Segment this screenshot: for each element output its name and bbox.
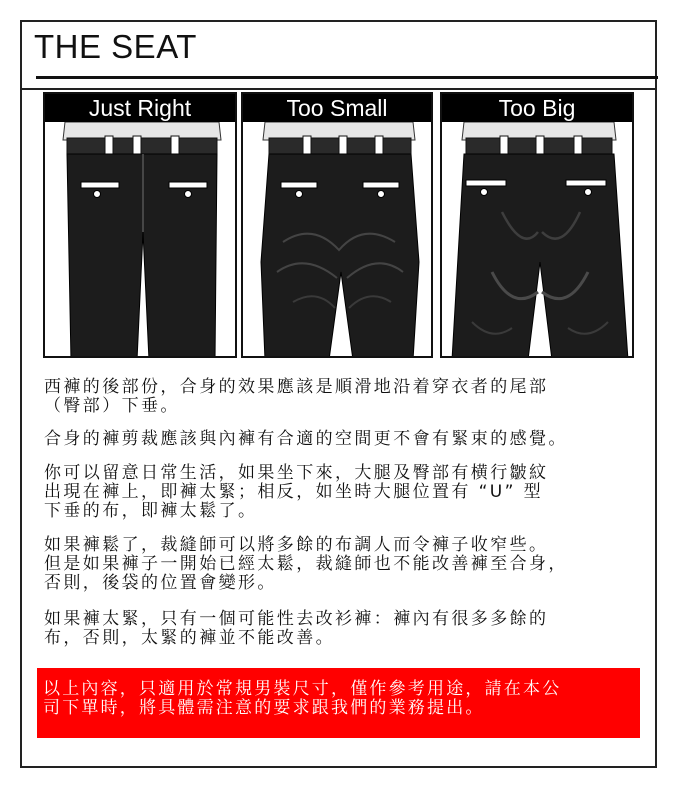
paragraph-sitting: 你可以留意日常生活，如果坐下來，大腿及臀部有横行皺紋 出現在褲上，即褲太緊；相反，如坐時大腿位置有 “U” 型 下垂的布，即褲太鬆了。: [44, 463, 549, 521]
pants-too-big-illustration: [442, 122, 634, 358]
panel-too-small: [241, 92, 433, 358]
paragraph-drape: 西褲的後部份，合身的效果應該是順滑地沿着穿衣者的尾部 （臀部）下垂。: [44, 377, 549, 416]
title-divider: [36, 76, 658, 79]
panel-label-too-big: Too Big: [442, 94, 632, 122]
paragraph-too-tight: 如果褲太緊，只有一個可能性去改衫褲：褲內有很多多餘的 布，否則，太緊的褲並不能改善。: [44, 609, 549, 648]
pants-too-small-illustration: [243, 122, 433, 358]
page-title: THE SEAT: [34, 28, 197, 65]
notice-box: [37, 668, 640, 738]
paragraph-space: 合身的褲剪裁應該與內褲有合適的空間更不會有緊束的感覺。: [44, 429, 568, 449]
panel-too-big: [440, 92, 634, 358]
pants-just-right-illustration: [45, 122, 237, 358]
paragraph-too-loose: 如果褲鬆了，裁縫師可以將多餘的布調人而令褲子收窄些。 但是如果褲子一開始已經太鬆，裁縫師也不能改善褲至合身， 否則，後袋的位置會變形。: [44, 535, 568, 593]
panel-just-right: [43, 92, 237, 358]
panel-label-just-right: Just Right: [45, 94, 235, 122]
panel-label-too-small: Too Small: [243, 94, 431, 122]
notice-text: 以上內容，只適用於常規男裝尺寸，僅作參考用途，請在本公 司下單時，將具體需注意的要求跟我們的業務提出。: [43, 679, 562, 718]
